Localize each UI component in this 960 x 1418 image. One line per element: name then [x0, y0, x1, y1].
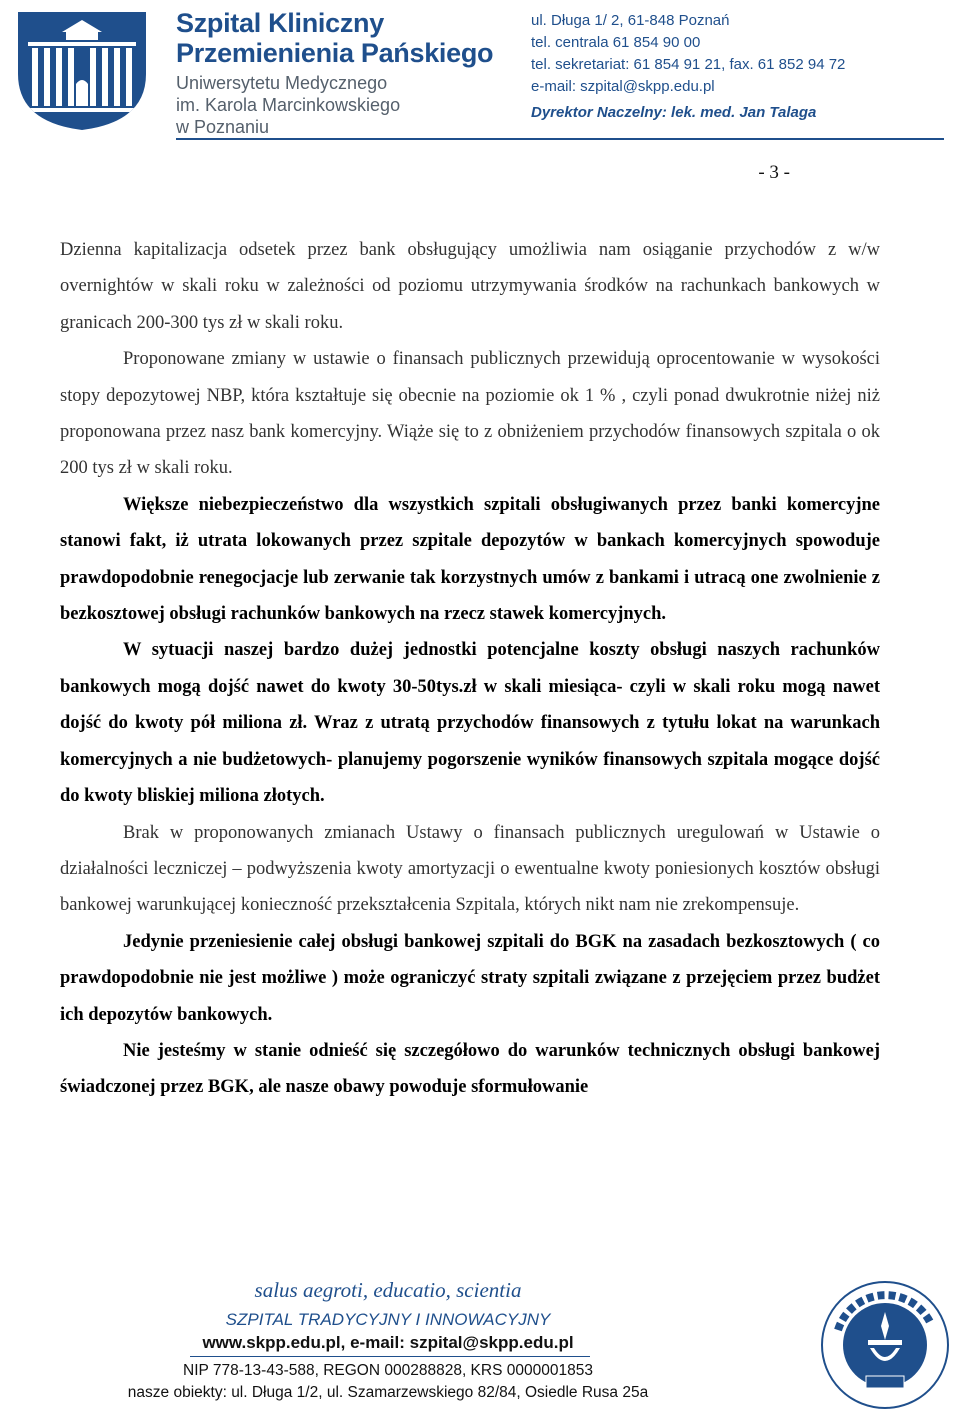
hospital-name-line3: Uniwersytetu Medycznego: [176, 73, 388, 93]
footer-motto: salus aegroti, educatio, scientia: [254, 1278, 522, 1302]
hospital-name-line2: Przemienienia Pańskiego: [176, 38, 494, 68]
hospital-name-line5: w Poznaniu: [176, 117, 270, 137]
hospital-name-line1: Szpital Kliniczny: [176, 8, 384, 38]
footer-sites: nasze obiekty: ul. Długa 1/2, ul. Szamarzewskiego 82/84, Osiedle Rusa 25a: [127, 1384, 649, 1401]
footer-divider: [190, 1356, 590, 1357]
header-divider: [176, 138, 944, 140]
contact-block: [531, 10, 845, 124]
paragraph-7: Nie jesteśmy w stanie odnieść się szczegółowo do warunków technicznych obsługi bankowej świadczonej przez BGK, ale nasze obawy powoduje sformułowanie: [60, 1040, 880, 1098]
document-body: [60, 232, 880, 1106]
footer-website[interactable]: www.skpp.edu.pl, e-mail: szpital@skpp.edu.pl: [202, 1333, 574, 1352]
paragraph-6: Jedynie przeniesienie całej obsługi bankowej szpitali do BGK na zasadach bezkosztowych ( co prawdopodobnie nie jest możliwe ) może ograniczyć straty szpitali związane z przejęciem przez budżet ich depozytów bankowych.: [60, 931, 880, 1025]
hospital-name-line4: im. Karola Marcinkowskiego: [176, 95, 401, 115]
phone-secretary: tel. sekretariat: 61 854 91 21, fax. 61 852 94 72: [531, 56, 846, 73]
hospital-name: [176, 8, 493, 138]
page-number: - 3 -: [758, 162, 790, 183]
iso-9001-certification-badge-icon: [818, 1278, 952, 1412]
letterhead: [0, 0, 960, 140]
address: ul. Długa 1/ 2, 61-848 Poznań: [531, 12, 730, 29]
paragraph-1: Dzienna kapitalizacja odsetek przez bank obsługujący umożliwia nam osiąganie przychodów z w/w overnightów w skali roku w zależności od poziomu utrzymywania środków na rachunkach bankowych w granicach 200-300 tys zł w skali roku.: [60, 240, 880, 333]
hospital-building-emblem-icon: [8, 4, 156, 132]
paragraph-4: W sytuacji naszej bardzo dużej jednostki potencjalne koszty obsługi naszych rachunków bankowych mogą dojść nawet do kwoty 30-50tys.zł w skali miesiąca- czyli w skali roku mogą nawet dojść do kwoty pół miliona zł. Wraz z utratą przychodów finansowych z tytułu lokat na warunkach komercyjnych a nie budżetowych- planujemy pogorszenie wyników finansowych szpitala mogące dojść do kwoty bliskiej miliona złotych.: [60, 640, 880, 807]
footer-tagline: SZPITAL TRADYCYJNY I INNOWACYJNY: [225, 1310, 551, 1329]
director-name: Dyrektor Naczelny: lek. med. Jan Talaga: [531, 104, 817, 121]
email-link[interactable]: e-mail: szpital@skpp.edu.pl: [531, 78, 715, 95]
footer-registry-ids: NIP 778-13-43-588, REGON 000288828, KRS 0000001853: [183, 1362, 593, 1379]
paragraph-5: Brak w proponowanych zmianach Ustawy o finansach publicznych uregulowań w Ustawie o działalności leczniczej – podwyższenia kwoty amortyzacji o ewentualne kwoty poniesionych kosztów obsługi bankowej warunkującej konieczność przekształcenia Szpitala, których nikt nam nie zrekompensuje.: [60, 822, 880, 916]
letter-footer: [0, 1270, 960, 1418]
paragraph-2: Proponowane zmiany w ustawie o finansach publicznych przewidują oprocentowanie w wysokości stopy depozytowej NBP, która kształtuje się obecnie na poziomie ok 1 % , czyli ponad dwukrotnie niżej niż proponowana przez nasz bank komercyjny. Wiąże się to z obniżeniem przychodów finansowych szpitala o ok 200 tys zł w skali roku.: [60, 349, 880, 479]
paragraph-3: Większe niebezpieczeństwo dla wszystkich szpitali obsługiwanych przez banki komercyjne stanowi fakt, iż utrata lokowanych przez szpitale depozytów w bankach komercyjnych spowoduje prawdopodobnie renegocjacje lub zerwanie tak korzystnych umów z bankami i utracą one zwolnienie z bezkosztowej obsługi rachunków bankowych na rzecz stawek komercyjnych.: [60, 494, 880, 625]
phone-central: tel. centrala 61 854 90 00: [531, 34, 701, 51]
